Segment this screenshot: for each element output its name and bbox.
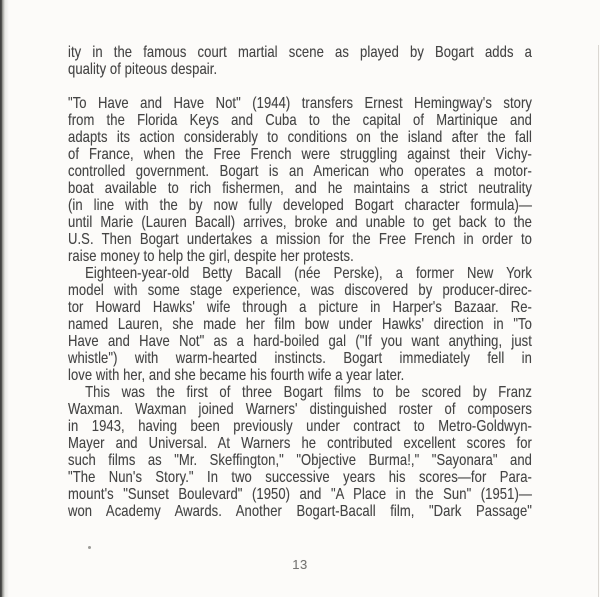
text-block bbox=[68, 44, 532, 520]
text-line: in 1943, having been previously under contract to Metro-Goldwyn- bbox=[68, 418, 532, 435]
text-line: boat available to rich fishermen, and he maintains a strict neutrality bbox=[68, 180, 532, 197]
text-line: (in line with the by now fully developed Bogart character formula)— bbox=[68, 197, 532, 214]
paragraph bbox=[68, 384, 532, 520]
text-line: love with her, and she became his fourth wife a year later. bbox=[68, 367, 405, 384]
text-line: named Lauren, she made her film bow under Hawks' direction in "To bbox=[68, 316, 532, 333]
paragraph bbox=[68, 265, 532, 384]
text-line: until Marie (Lauren Bacall) arrives, broke and unable to get back to the bbox=[68, 214, 532, 231]
text-line: Eighteen-year-old Betty Bacall (née Perske), a former New York bbox=[85, 265, 532, 282]
scan-speck bbox=[88, 546, 91, 549]
text-line: such films as "Mr. Skeffington," "Objective Burma!," "Sayonara" and bbox=[68, 452, 532, 469]
text-line: Mayer and Universal. At Warners he contributed excellent scores for bbox=[68, 435, 532, 452]
text-line: ity in the famous court martial scene as played by Bogart adds a bbox=[68, 44, 532, 61]
text-line: from the Florida Keys and Cuba to the capital of Martinique and bbox=[68, 112, 532, 129]
text-line: adapts its action considerably to conditions on the island after the fall bbox=[68, 129, 532, 146]
text-line: Have and Have Not" as a hard-boiled gal ("If you want anything, just bbox=[68, 333, 532, 350]
page-number: 13 bbox=[292, 557, 308, 572]
text-line: of France, when the Free French were struggling against their Vichy- bbox=[68, 146, 532, 163]
text-line: whistle") with warm-hearted instincts. Bogart immediately fell in bbox=[68, 350, 532, 367]
text-line: raise money to help the girl, despite her protests. bbox=[68, 248, 354, 265]
text-line: "To Have and Have Not" (1944) transfers Ernest Hemingway's story bbox=[68, 95, 532, 112]
text-line: controlled government. Bogart is an American who operates a motor- bbox=[68, 163, 532, 180]
text-line: This was the first of three Bogart films to be scored by Franz bbox=[85, 384, 532, 401]
paragraph bbox=[68, 95, 532, 265]
paragraph bbox=[68, 44, 532, 78]
text-line: quality of piteous despair. bbox=[68, 61, 218, 78]
text-line: model with some stage experience, was discovered by producer-direc- bbox=[68, 282, 532, 299]
text-line: Waxman. Waxman joined Warners' distinguished roster of composers bbox=[68, 401, 532, 418]
scan-left-edge bbox=[0, 0, 10, 597]
text-line: tor Howard Hawks' wife through a picture in Harper's Bazaar. Re- bbox=[68, 299, 532, 316]
text-line: "The Nun's Story." In two successive years his scores—for Para- bbox=[68, 469, 532, 486]
text-line: won Academy Awards. Another Bogart-Bacall film, "Dark Passage" bbox=[68, 503, 532, 520]
scan-right-edge bbox=[598, 45, 599, 597]
text-line: mount's "Sunset Boulevard" (1950) and "A Place in the Sun" (1951)— bbox=[68, 486, 532, 503]
text-line: U.S. Then Bogart undertakes a mission for the Free French in order to bbox=[68, 231, 532, 248]
